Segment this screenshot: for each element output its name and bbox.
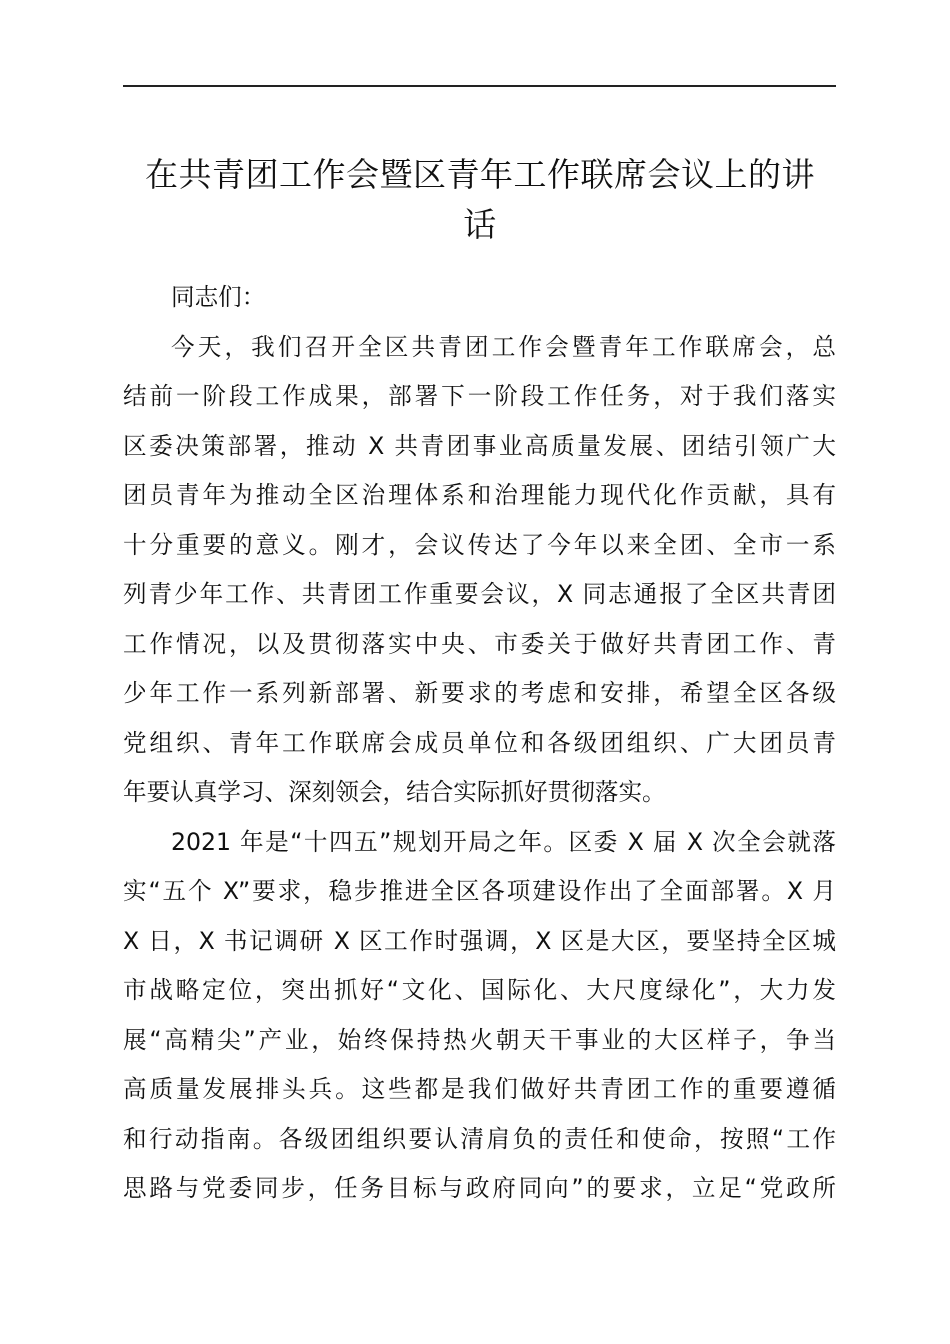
header-rule xyxy=(123,85,836,87)
paragraph-line: 2021 年是“十四五”规划开局之年。区委 X 届 X 次全会就落 xyxy=(171,827,836,856)
paragraph-line: 年要认真学习、深刻领会，结合实际抓好贯彻落实。 xyxy=(123,778,666,806)
paragraph-line: 展“高精尖”产业，始终保持热火朝天干事业的大区样子，争当 xyxy=(123,1025,836,1054)
paragraph-line: 工作情况，以及贯彻落实中央、市委关于做好共青团工作、青 xyxy=(123,629,836,658)
paragraph-line: 区委决策部署，推动 X 共青团事业高质量发展、团结引领广大 xyxy=(123,431,836,460)
paragraph-line: 今天，我们召开全区共青团工作会暨青年工作联席会，总 xyxy=(171,332,836,361)
document-body xyxy=(123,273,836,1214)
paragraph-line: 列青少年工作、共青团工作重要会议，X 同志通报了全区共青团 xyxy=(123,580,836,608)
paragraph-line: 结前一阶段工作成果，部署下一阶段工作任务，对于我们落实 xyxy=(123,382,836,410)
greeting: 同志们： xyxy=(171,283,266,311)
paragraph-line: 十分重要的意义。刚才，会议传达了今年以来全团、全市一系 xyxy=(123,530,836,559)
paragraph-line: X 日，X 书记调研 X 区工作时强调，X 区是大区，要坚持全区城 xyxy=(123,926,836,955)
title-line-1: 在共青团工作会暨区青年工作联席会议上的讲 xyxy=(145,155,815,194)
paragraph-line: 市战略定位，突出抓好“文化、国际化、大尺度绿化”，大力发 xyxy=(123,976,836,1004)
paragraph-line: 党组织、青年工作联席会成员单位和各级团组织、广大团员青 xyxy=(123,728,836,757)
paragraph-line: 和行动指南。各级团组织要认清肩负的责任和使命，按照“工作 xyxy=(123,1124,836,1153)
paragraph-line: 高质量发展排头兵。这些都是我们做好共青团工作的重要遵循 xyxy=(123,1075,836,1103)
paragraph-2 xyxy=(123,818,836,1214)
paragraph-line: 思路与党委同步，任务目标与政府同向”的要求，立足“党政所 xyxy=(123,1174,836,1202)
paragraph-line: 实“五个 X”要求，稳步推进全区各项建设作出了全面部署。X 月 xyxy=(123,877,836,905)
document-title xyxy=(110,150,850,250)
paragraph-line: 少年工作一系列新部署、新要求的考虑和安排，希望全区各级 xyxy=(123,679,836,707)
paragraph-1 xyxy=(123,323,836,818)
paragraph-line: 团员青年为推动全区治理体系和治理能力现代化作贡献，具有 xyxy=(123,481,836,509)
title-line-2: 话 xyxy=(463,205,497,244)
